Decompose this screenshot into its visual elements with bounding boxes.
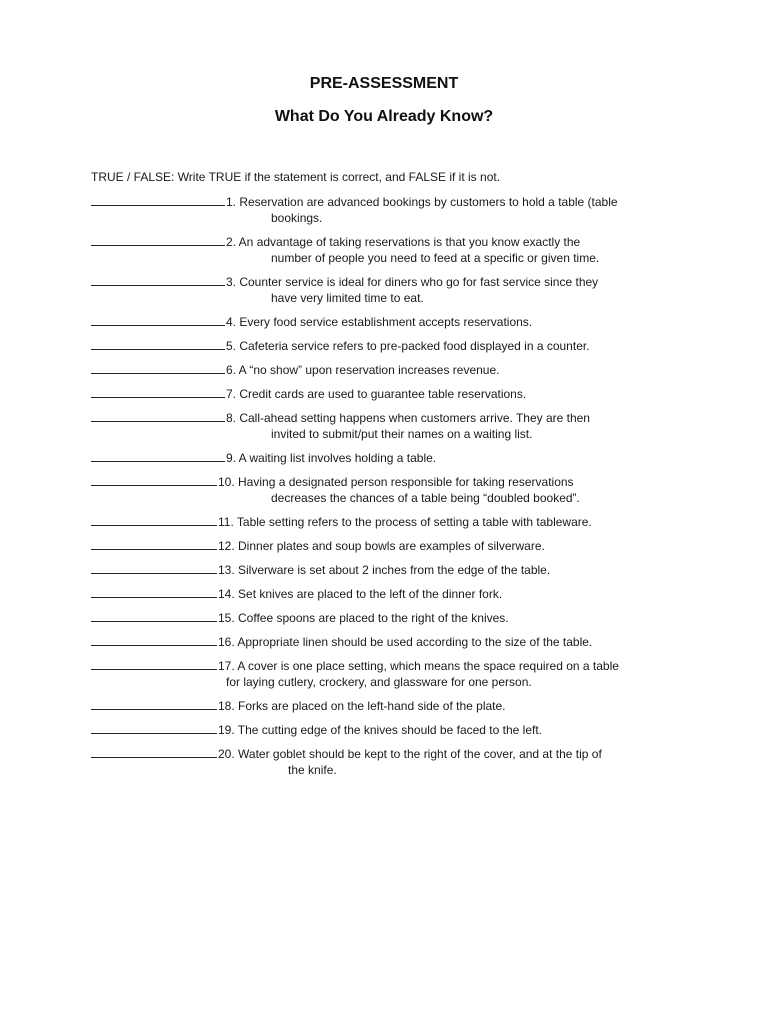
question-text-continued: bookings.	[271, 211, 323, 225]
question-item-15	[91, 610, 711, 626]
question-item-2	[91, 234, 711, 266]
question-text: 5. Cafeteria service refers to pre-packed food displayed in a counter.	[226, 339, 590, 353]
question-text: 14. Set knives are placed to the left of the dinner fork.	[218, 587, 503, 601]
question-text: 8. Call-ahead setting happens when customers arrive. They are then	[226, 411, 590, 425]
question-text-continued: have very limited time to eat.	[271, 291, 424, 305]
question-text: 17. A cover is one place setting, which means the space required on a table	[218, 659, 619, 673]
answer-blank[interactable]	[91, 450, 225, 462]
answer-blank[interactable]	[91, 274, 225, 286]
question-item-17	[91, 658, 711, 690]
question-item-7	[91, 386, 711, 402]
question-text: 19. The cutting edge of the knives should be faced to the left.	[218, 723, 542, 737]
question-text-continued: for laying cutlery, crockery, and glassware for one person.	[226, 675, 532, 689]
question-item-20	[91, 746, 711, 778]
question-text: 12. Dinner plates and soup bowls are examples of silverware.	[218, 539, 545, 553]
question-item-8	[91, 410, 711, 442]
question-text-continued: invited to submit/put their names on a waiting list.	[271, 427, 533, 441]
answer-blank[interactable]	[91, 538, 217, 550]
question-item-19	[91, 722, 711, 738]
question-text-continued: number of people you need to feed at a specific or given time.	[271, 251, 600, 265]
answer-blank[interactable]	[91, 722, 217, 734]
answer-blank[interactable]	[91, 562, 217, 574]
question-item-11	[91, 514, 711, 530]
answer-blank[interactable]	[91, 362, 225, 374]
answer-blank[interactable]	[91, 410, 225, 422]
question-text: 15. Coffee spoons are placed to the right of the knives.	[218, 611, 509, 625]
answer-blank[interactable]	[91, 474, 217, 486]
question-text: 11. Table setting refers to the process of setting a table with tableware.	[218, 515, 592, 529]
question-text: 16. Appropriate linen should be used according to the size of the table.	[218, 635, 593, 649]
question-item-13	[91, 562, 711, 578]
answer-blank[interactable]	[91, 194, 225, 206]
question-item-16	[91, 634, 711, 650]
answer-blank[interactable]	[91, 234, 225, 246]
question-item-5	[91, 338, 711, 354]
question-item-12	[91, 538, 711, 554]
answer-blank[interactable]	[91, 658, 217, 670]
question-text: 13. Silverware is set about 2 inches from the edge of the table.	[218, 563, 551, 577]
instructions-text: TRUE / FALSE: Write TRUE if the statement is correct, and FALSE if it is not.	[91, 170, 501, 184]
question-text-continued: decreases the chances of a table being “doubled booked”.	[271, 491, 580, 505]
answer-blank[interactable]	[91, 386, 225, 398]
question-text: 20. Water goblet should be kept to the right of the cover, and at the tip of	[218, 747, 602, 761]
question-item-6	[91, 362, 711, 378]
question-item-4	[91, 314, 711, 330]
answer-blank[interactable]	[91, 586, 217, 598]
question-item-1	[91, 194, 711, 226]
answer-blank[interactable]	[91, 338, 225, 350]
answer-blank[interactable]	[91, 514, 217, 526]
question-text: 7. Credit cards are used to guarantee table reservations.	[226, 387, 527, 401]
answer-blank[interactable]	[91, 634, 217, 646]
question-item-9	[91, 450, 711, 466]
question-text: 4. Every food service establishment accepts reservations.	[226, 315, 533, 329]
question-text: 1. Reservation are advanced bookings by customers to hold a table (table	[226, 195, 618, 209]
page-title: PRE-ASSESSMENT	[309, 75, 459, 92]
question-list	[91, 194, 711, 786]
question-text: 2. An advantage of taking reservations is that you know exactly the	[226, 235, 581, 249]
question-text: 9. A waiting list involves holding a table.	[226, 451, 437, 465]
answer-blank[interactable]	[91, 746, 217, 758]
question-item-18	[91, 698, 711, 714]
question-text: 3. Counter service is ideal for diners who go for fast service since they	[226, 275, 599, 289]
question-text-continued: the knife.	[288, 763, 337, 777]
question-text: 6. A “no show” upon reservation increases revenue.	[226, 363, 500, 377]
answer-blank[interactable]	[91, 610, 217, 622]
answer-blank[interactable]	[91, 314, 225, 326]
question-text: 10. Having a designated person responsible for taking reservations	[218, 475, 574, 489]
question-item-10	[91, 474, 711, 506]
question-item-3	[91, 274, 711, 306]
answer-blank[interactable]	[91, 698, 217, 710]
page-subtitle: What Do You Already Know?	[274, 108, 494, 125]
question-text: 18. Forks are placed on the left-hand side of the plate.	[218, 699, 506, 713]
question-item-14	[91, 586, 711, 602]
